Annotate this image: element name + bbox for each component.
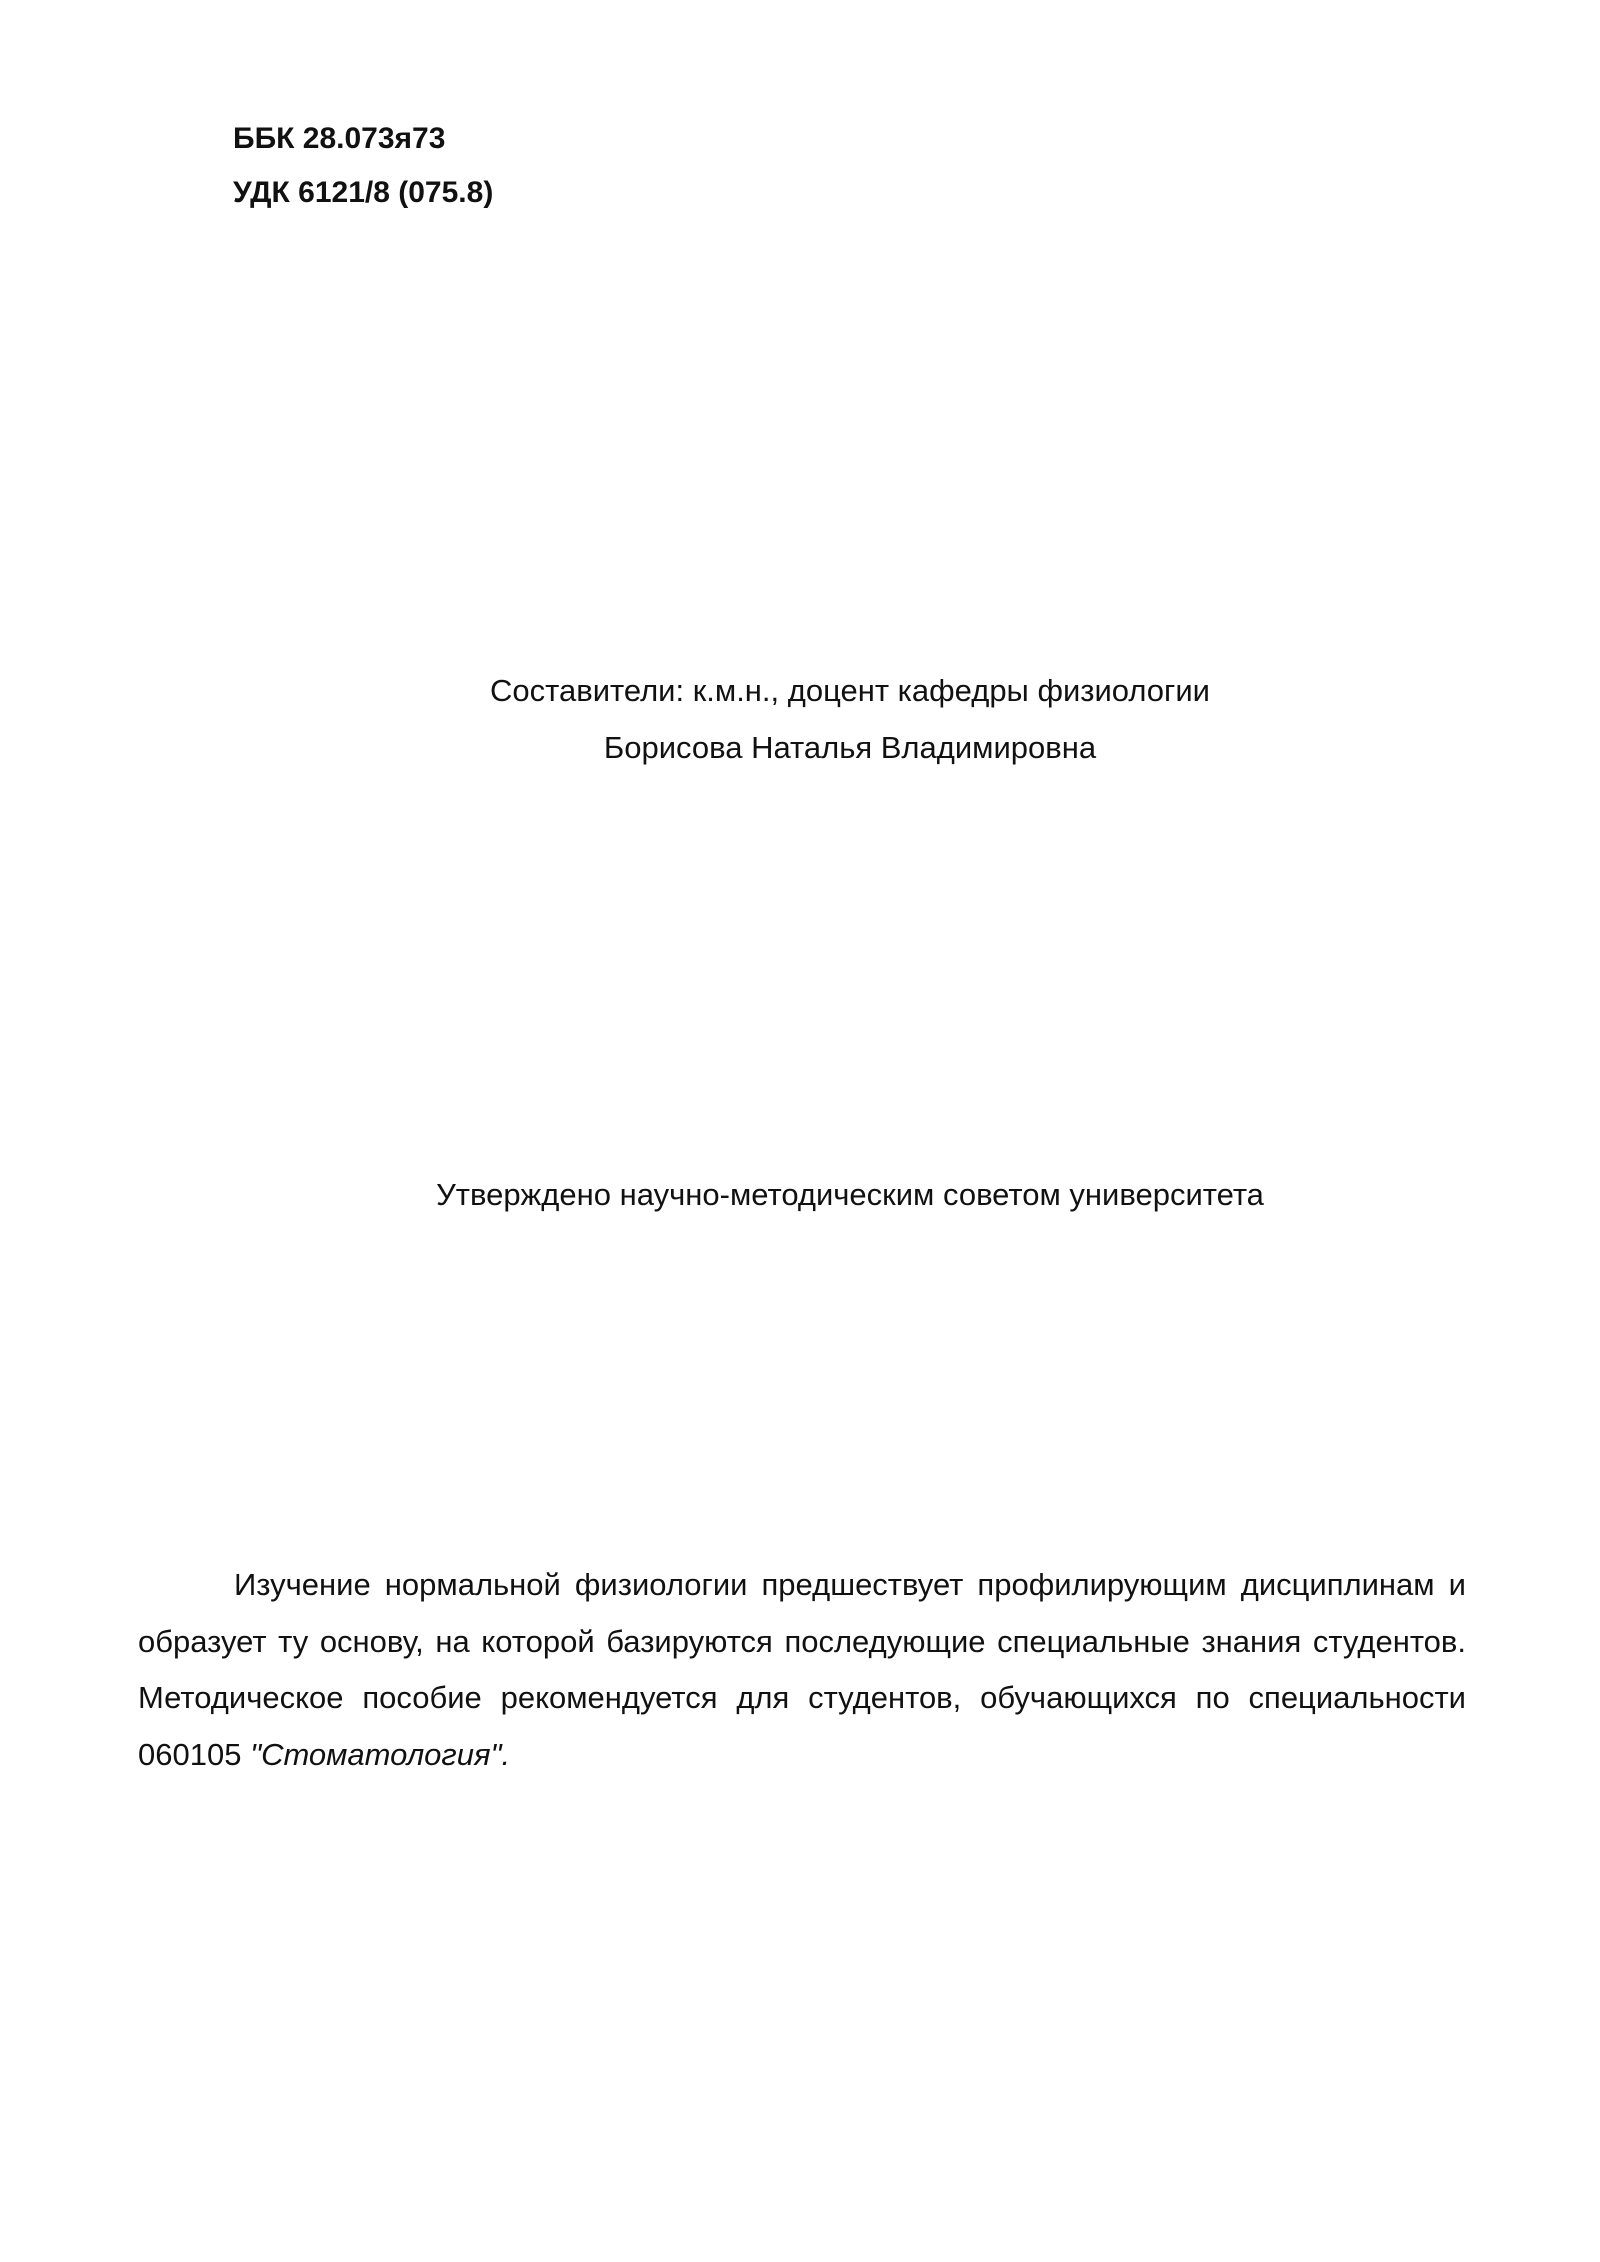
compiler-name: Борисова Наталья Владимировна [603, 730, 1097, 765]
abstract-text: Изучение нормальной физиологии предшествует профилирующим дисциплинам и образует ту основу, на которой базируются последующие специальные знания студентов. Методическое пособие рекомендуется для студентов, обучающихся по специальности 060105 [138, 1567, 1466, 1772]
bbk-code: ББК 28.073я73 [233, 122, 446, 155]
compilers-block [0, 662, 1600, 776]
compilers-line: Составители: к.м.н., доцент кафедры физиологии [490, 673, 1210, 708]
abstract-paragraph [138, 1557, 1466, 1783]
classification-codes [233, 112, 493, 220]
udk-code: УДК 6121/8 (075.8) [233, 176, 494, 209]
approval-note: Утверждено научно-методическим советом университета [436, 1177, 1264, 1212]
specialty-name: "Стоматология". [250, 1736, 511, 1772]
